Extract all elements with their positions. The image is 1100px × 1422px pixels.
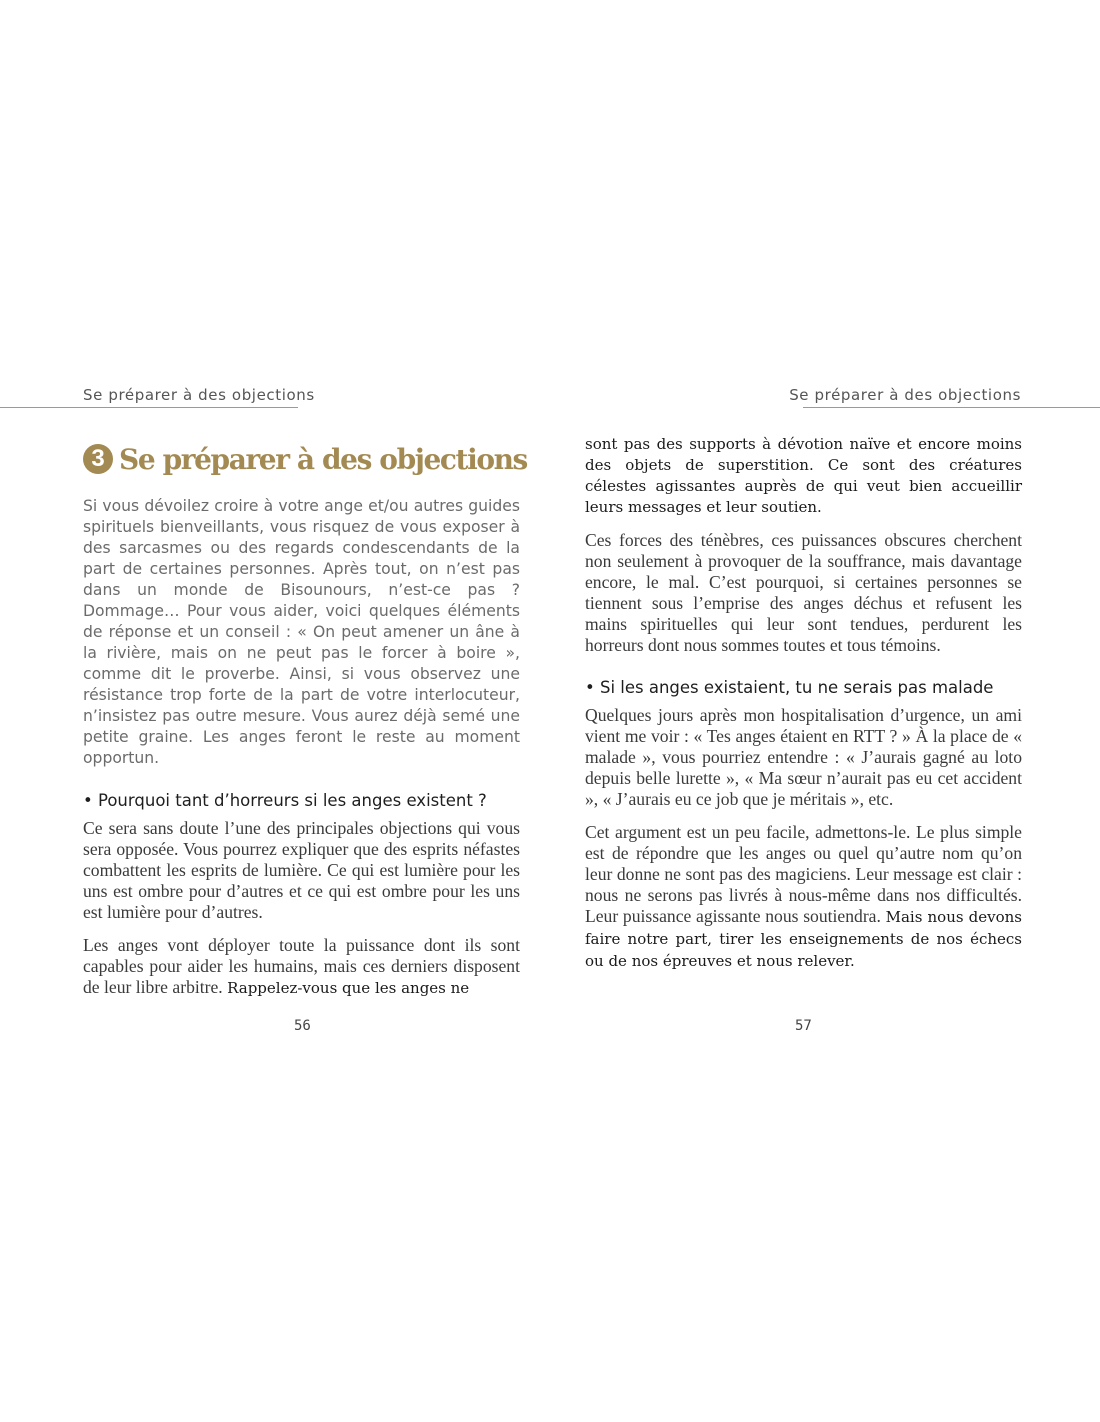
continuation-paragraph: sont pas des supports à dévotion naïve et encore moins des objets de superstition. Ce sont des créatures célestes agissantes auprès de qui veut bien accueillir leurs messages et leur soutien. bbox=[585, 435, 1022, 516]
header-rule-right bbox=[803, 407, 1100, 408]
body-paragraph: Ces forces des ténèbres, ces puissances obscures cherchent non seulement à provoquer de la souffrance, mais davantage encore, le mal. C’est pourquoi, si certaines personnes se tiennent sous l’emprise des anges déchus et refusent les mains spirituelles qui leur sont tendues, perdurent les horreurs dont nous sommes toutes et tous témoins. bbox=[585, 530, 1022, 655]
left-page bbox=[83, 434, 527, 1008]
page-number-right: 57 bbox=[795, 1018, 812, 1034]
header-rule-left bbox=[0, 407, 298, 408]
body-paragraph-with-emphasis bbox=[83, 935, 520, 999]
body-paragraph: Quelques jours après mon hospitalisation d’urgence, un ami vient me voir : « Tes anges étaient en RTT ? » À la place de « malade », vous pourriez entendre : « J’aurais gagné au loto depuis belle lurette », « Ma sœur n’aurait pas eu cet accident », « J’aurais eu ce job que je méritais », etc. bbox=[585, 705, 1022, 809]
section-heading-illness: • Si les anges existaient, tu ne serais pas malade bbox=[585, 678, 994, 697]
body-paragraph: Ce sera sans doute l’une des principales objections qui vous sera opposée. Vous pourrez expliquer que des esprits néfastes combattent les esprits de lumière. Ce qui est lumière pour les uns est ombre pour d’autres et ce qui est ombre pour les uns est lumière pour d’autres. bbox=[83, 818, 520, 922]
section-heading-horrors: • Pourquoi tant d’horreurs si les anges existent ? bbox=[83, 791, 487, 810]
running-head-left: Se préparer à des objections bbox=[83, 386, 315, 404]
chapter-title-text: Se préparer à des objections bbox=[119, 442, 527, 476]
running-head-right: Se préparer à des objections bbox=[789, 386, 1021, 404]
chapter-number-badge: 3 bbox=[83, 444, 113, 474]
emphasis-text: Mais nous devons faire notre part, tirer les enseignements de nos échecs ou de nos épreuves et nous relever. bbox=[585, 908, 1022, 970]
right-page bbox=[585, 434, 1022, 981]
body-paragraph-with-emphasis bbox=[585, 822, 1022, 972]
chapter-title bbox=[83, 434, 527, 484]
body-paragraph-text: Cet argument est un peu facile, admettons-le. Le plus simple est de répondre que les anges ou quel qu’autre nom qu’on leur donne ne sont pas des magiciens. Leur message est clair : nous ne serons pas livrés à nous-même dans nos difficultés. Leur puissance agissante nous soutiendra. bbox=[585, 822, 1022, 926]
emphasis-text: Rappelez-vous que les anges ne bbox=[227, 979, 470, 997]
body-paragraph-text: Les anges vont déployer toute la puissance dont ils sont capables pour aider les humains, mais ces derniers disposent de leur libre arbitre. bbox=[83, 935, 520, 997]
intro-paragraph: Si vous dévoilez croire à votre ange et/ou autres guides spirituels bienveillants, vous risquez de vous exposer à des sarcasmes ou des regards condescendants de la part de certaines personnes. Après tout, on n’est pas dans un monde de Bisounours, n’est-ce pas ? Dommage… Pour vous aider, voici quelques éléments de réponse et un conseil : « On peut amener un âne à la rivière, mais on ne peut pas le forcer à boire », comme dit le proverbe. Ainsi, si vous observez une résistance trop forte de la part de votre interlocuteur, n’insistez pas outre mesure. Vous aurez déjà semé une petite graine. Les anges feront le reste au moment opportun. bbox=[83, 497, 520, 767]
page-number-left: 56 bbox=[294, 1018, 311, 1034]
